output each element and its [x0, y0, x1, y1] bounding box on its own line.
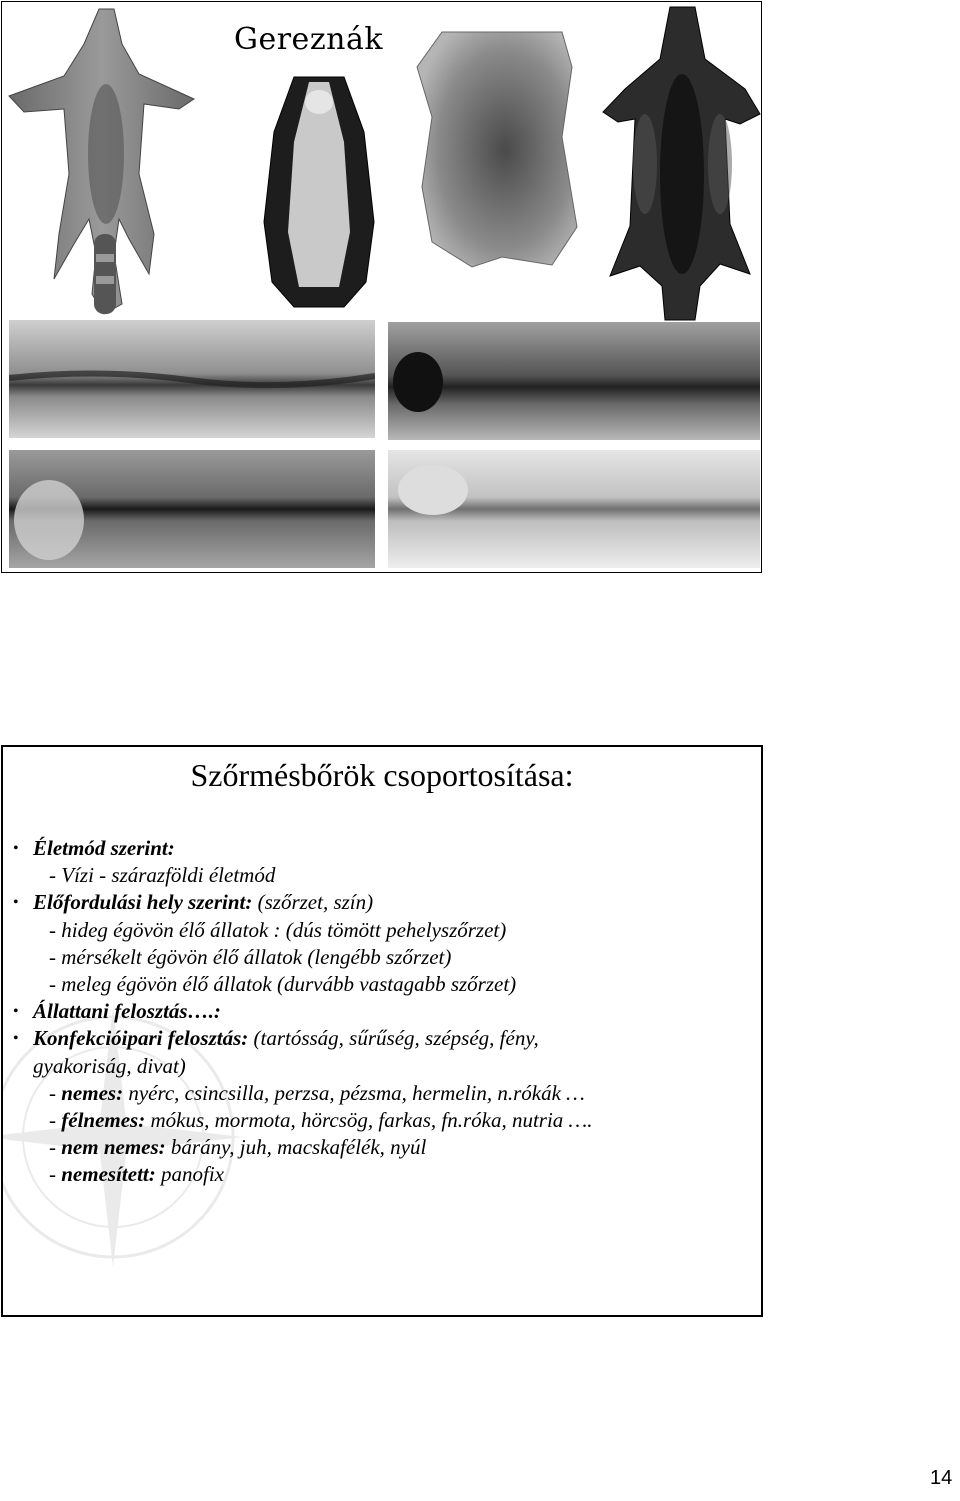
rabbit-pelt-icon: [412, 27, 582, 272]
list-subitem: - meleg égövön élő állatok (durvább vastagabb szőrzet): [49, 972, 517, 997]
list-item-continuation: gyakoriság, divat): [33, 1053, 186, 1078]
list-item-heading: Előfordulási hely szerint:: [33, 890, 253, 915]
list-subitem: [13, 1161, 753, 1188]
category-text: mókus, mormota, hörcsög, farkas, fn.róka, nutria ….: [145, 1108, 593, 1133]
list-subitem: - mérsékelt égövön élő állatok (lengébb szőrzet): [49, 944, 452, 969]
list-item-heading: Állattani felosztás….:: [33, 999, 221, 1024]
classification-list: [13, 835, 753, 1189]
slide-title: Gereznák: [234, 22, 384, 57]
list-subitem: - hideg égövön élő állatok : (dús tömött pehelyszőrzet): [49, 917, 507, 942]
list-item-text: (tartósság, sűrűség, szépség, fény,: [248, 1026, 539, 1051]
dash: -: [49, 1108, 62, 1133]
category-label: nemesített:: [61, 1162, 156, 1187]
bullet-icon: •: [13, 1003, 19, 1021]
dash: -: [49, 1162, 62, 1187]
list-subitem: [13, 1107, 753, 1134]
list-item-heading: Életmód szerint:: [33, 836, 175, 860]
dash: -: [49, 1135, 62, 1160]
fox-pelt-icon: [4, 4, 204, 319]
list-item: [13, 835, 753, 862]
bullet-icon: •: [13, 840, 19, 857]
fur-strip-icon: [9, 450, 375, 568]
fur-strip-icon: [9, 320, 375, 438]
slide-classification: [1, 745, 763, 1317]
bullet-icon: •: [13, 1030, 19, 1048]
page-number: 14: [930, 1467, 953, 1489]
fur-strip-icon: [388, 322, 760, 440]
slide-pelts: [1, 1, 762, 573]
bullet-icon: •: [13, 894, 19, 912]
category-label: félnemes:: [61, 1108, 146, 1133]
category-label: nemes:: [61, 1080, 124, 1105]
slide-title: Szőrmésbőrök csoportosítása:: [190, 757, 574, 793]
list-item-text: (szőrzet, szín): [252, 890, 374, 915]
list-item-heading: Konfekcióipari felosztás:: [33, 1026, 249, 1051]
category-text: bárány, juh, macskafélék, nyúl: [165, 1135, 427, 1160]
category-text: panofix: [155, 1162, 224, 1187]
dash: -: [49, 1080, 62, 1105]
list-item: [13, 889, 753, 916]
list-subitem: [13, 1080, 753, 1107]
list-item: [13, 1025, 753, 1052]
fur-strip-icon: [388, 450, 760, 568]
list-item: [13, 998, 753, 1025]
list-subitem: - Vízi - szárazföldi életmód: [49, 863, 276, 888]
category-label: nem nemes:: [61, 1135, 166, 1160]
silver-fox-pelt-icon: [600, 4, 762, 322]
skunk-pelt-icon: [254, 72, 384, 312]
list-subitem: [13, 1134, 753, 1161]
category-text: nyérc, csincsilla, perzsa, pézsma, hermelin, n.rókák …: [123, 1080, 585, 1105]
